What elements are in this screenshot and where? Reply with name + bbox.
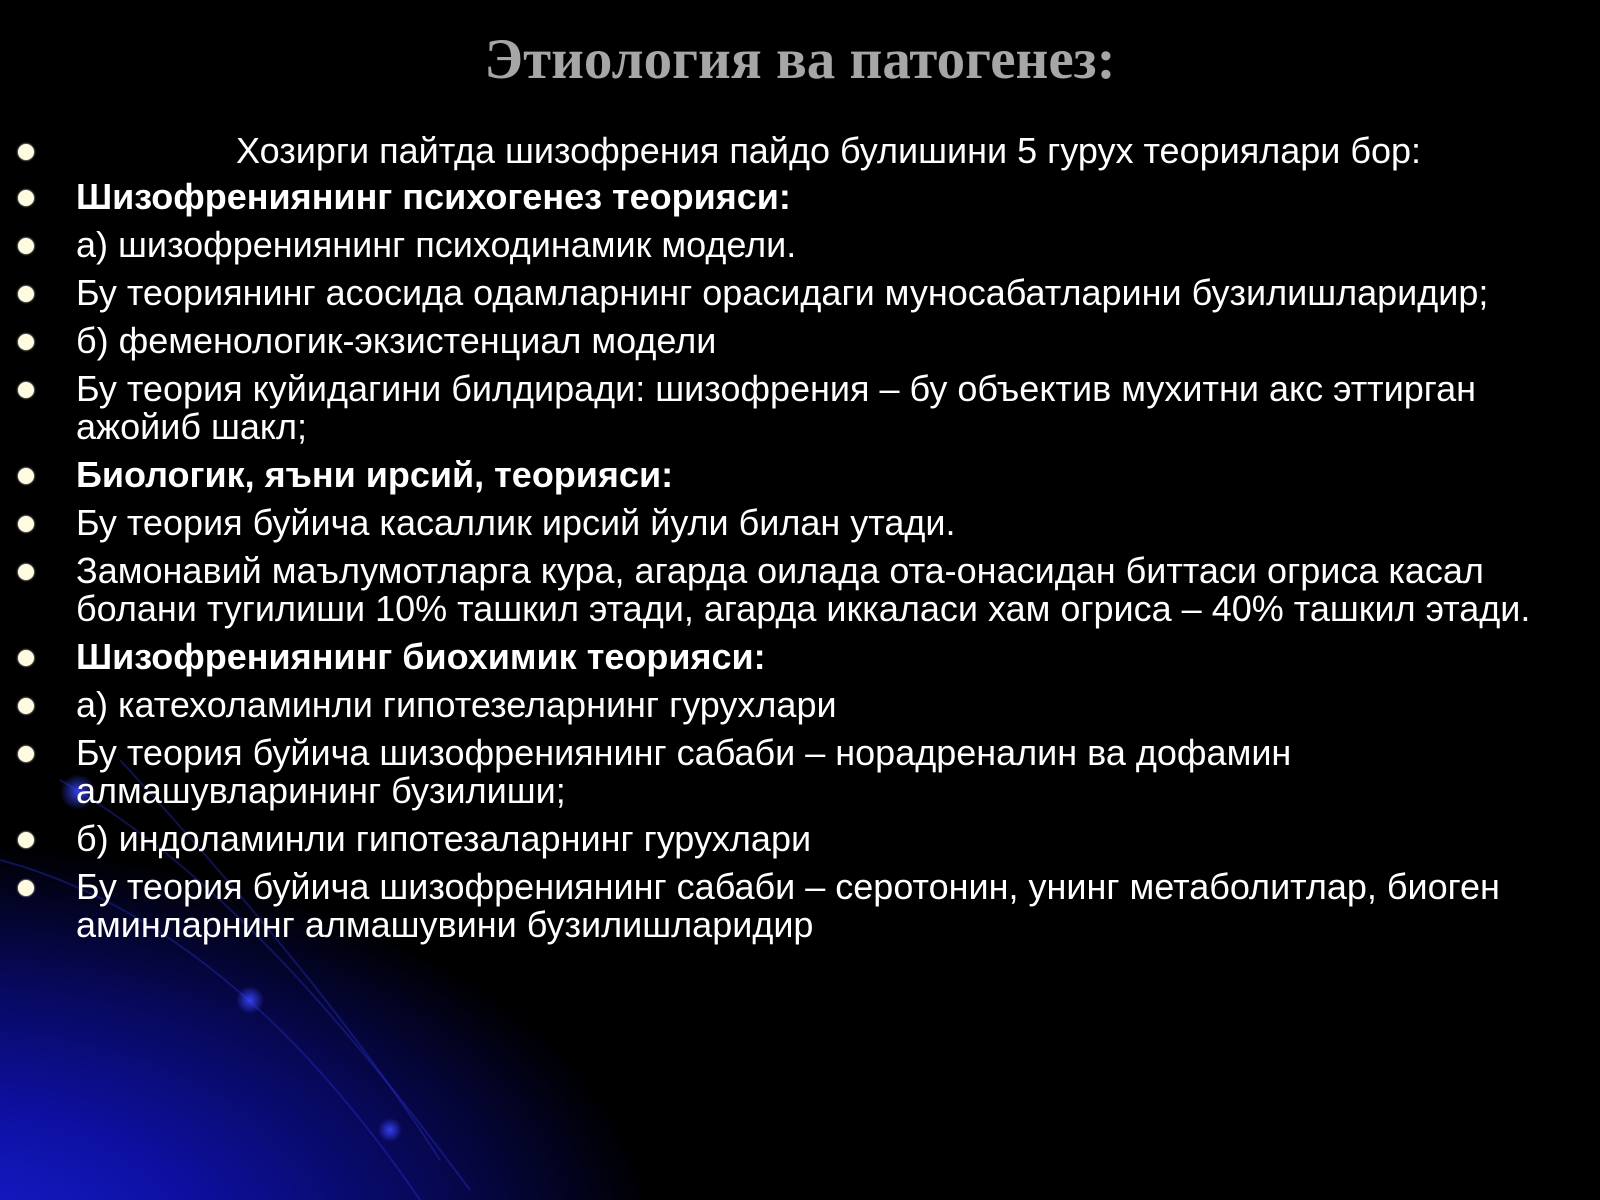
bullet-dot-icon [18,468,34,484]
bullet-text: Хозирги пайтда шизофрения пайдо булишини 5 гурух теориялари бор: [236,130,1422,171]
bullet-dot-icon [18,382,34,398]
bullet-dot-icon [18,144,34,160]
bullet-dot-icon [18,286,34,302]
bullet-text: а) катехоламинли гипотезеларнинг гурухлари [76,684,837,725]
bullet-dot-icon [18,334,34,350]
bullet-dot-icon [18,746,34,762]
bullet-item [0,686,1600,724]
bullet-item [0,504,1600,542]
decor-glow-dot [236,986,264,1014]
bullet-item [0,868,1600,944]
bullet-dot-icon [18,650,34,666]
bullet-text: Замонавий маълумотларга кура, агарда оилада ота-онасидан биттаси огриса касал болани тугилиши 10% ташкил этади, агарда иккаласи хам огриса – 40% ташкил этади. [76,550,1531,629]
bullet-text: Бу теория буйича шизофрениянинг сабаби – серотонин, унинг метаболитлар, биоген аминларнинг алмашувини бузилишларидир [76,866,1500,945]
bullet-item-heading [0,178,1600,216]
bullet-item [0,734,1600,810]
bullet-dot-icon [18,564,34,580]
bullet-text: Бу теория буйича касаллик ирсий йули билан утади. [76,502,956,543]
bullet-text: Бу теория буйича шизофрениянинг сабаби – норадреналин ва дофамин алмашувларининг бузилиши; [76,732,1292,811]
bullet-item [0,552,1600,628]
bullet-item [0,370,1600,446]
bullet-dot-icon [18,516,34,532]
bullet-item-heading [0,638,1600,676]
bullet-item [0,132,1600,170]
bullet-item [0,820,1600,858]
bullet-text: а) шизофрениянинг психодинамик модели. [76,224,797,265]
bullet-dot-icon [18,698,34,714]
bullet-text: б) феменологик-экзистенциал модели [76,320,717,361]
bullet-text: Шизофрениянинг биохимик теорияси: [76,636,766,677]
bullet-dot-icon [18,190,34,206]
bullet-dot-icon [18,880,34,896]
bullet-item [0,274,1600,312]
slide-title: Этиология ва патогенез: [484,28,1116,91]
decor-glow-dot [378,1118,402,1142]
bullet-text: б) индоламинли гипотезаларнинг гурухлари [76,818,812,859]
bullet-text: Бу теориянинг асосида одамларнинг орасидаги муносабатларини бузилишларидир; [76,272,1489,313]
bullet-item-heading [0,456,1600,494]
bullet-list [0,132,1600,954]
bullet-text: Шизофрениянинг психогенез теорияси: [76,176,791,217]
bullet-item [0,226,1600,264]
bullet-text: Бу теория куйидагини билдиради: шизофрения – бу объектив мухитни акс эттирган ажойиб шакл; [76,368,1477,447]
bullet-dot-icon [18,832,34,848]
bullet-item [0,322,1600,360]
bullet-text: Биологик, яъни ирсий, теорияси: [76,454,674,495]
bullet-dot-icon [18,238,34,254]
